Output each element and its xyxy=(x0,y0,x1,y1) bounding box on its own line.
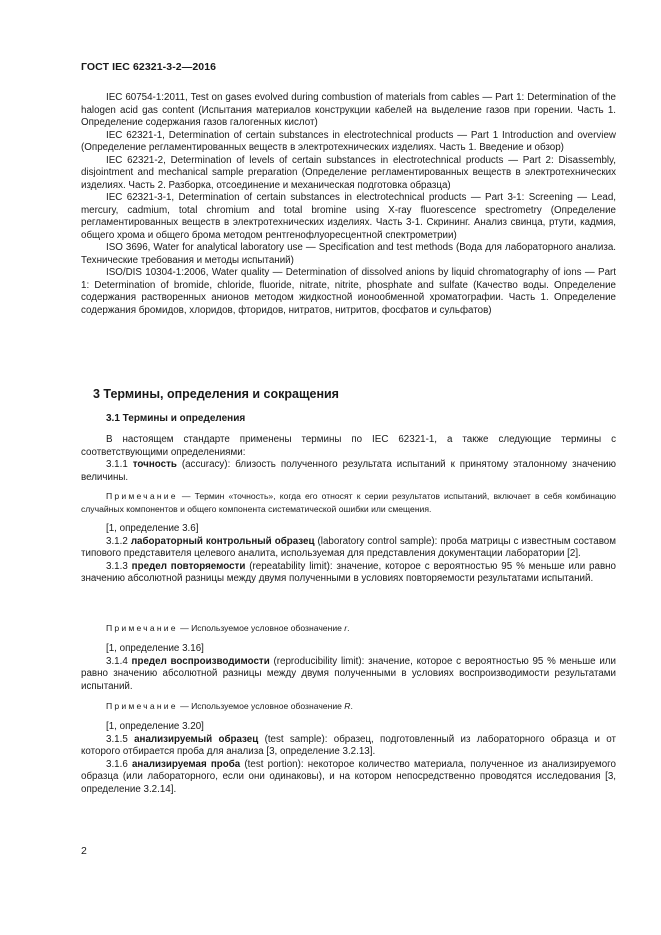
note-label: Примечание xyxy=(106,701,178,711)
term-name: анализируемый образец xyxy=(134,733,259,745)
term-3-1-5 xyxy=(81,734,616,759)
term-3-1-4 xyxy=(81,656,616,694)
terms-group-c xyxy=(81,721,616,796)
term-definition: (test sample): образец, подготовленный из лабораторного образца и от которого отбирается проба для анализа [3, определение 3.2.13]. xyxy=(81,733,616,757)
term-name: предел повторяемости xyxy=(131,560,246,572)
term-3-1-2 xyxy=(81,536,616,561)
note-3-1-4: Примечание — Используемое условное обозначение R. xyxy=(106,701,353,711)
term-source: [1, определение 3.16] xyxy=(106,643,204,654)
normative-references xyxy=(81,92,616,317)
term-number: 3.1.2 xyxy=(106,535,128,547)
reference-item: IEC 62321-3-1, Determination of certain substances in electrotechnical products — Part 3-1: Screening — Lead, mercury, cadmium, total chromium and total bromine using X-ray fluorescence spectrometry (Определение регламентированных веществ в электротехнических изделиях. Часть 3-1. Скрининг. Анализ свинца, ртути, кадмия, общего хрома и общего брома методом рентгенофлуоресцентной спектрометрии) xyxy=(81,192,616,241)
note-text: — Термин «точность», когда его относят к серии результатов испытаний, включает в себя комбинацию случайных компонентов и общего компонента систематической ошибки или смещения. xyxy=(81,491,616,514)
term-name: анализируемая проба xyxy=(131,758,241,770)
note-text: — Используемое условное обозначение xyxy=(180,701,342,711)
section-title: 3 Термины, определения и сокращения xyxy=(93,387,339,401)
note-symbol: R xyxy=(344,701,351,711)
term-number: 3.1.6 xyxy=(106,758,128,770)
note-symbol: r xyxy=(344,623,348,633)
reference-item: IEC 62321-2, Determination of levels of certain substances in electrotechnical products — Part 2: Disassembly, disjointment and mechanical sample preparation (Определение регламентированных веществ в электротехнических изделиях. Часть 2. Разборка, отсоединение и механическая подготовка образца) xyxy=(81,154,616,191)
reference-item: ISO 3696, Water for analytical laboratory use — Specification and test methods (Вода для лабораторного анализа. Технические требования и методы испытаний) xyxy=(81,242,616,266)
term-name: лабораторный контрольный образец xyxy=(130,535,315,547)
term-definition: (repeatability limit): значение, которое с вероятностью 95 % меньше или равно значению абсолютной разницы между двумя полученными в условиях повторяемости результатами испытаний. xyxy=(81,560,617,584)
term-source: [1, определение 3.20] xyxy=(106,721,204,732)
term-number: 3.1.4 xyxy=(106,655,128,667)
terms-group-a xyxy=(81,523,616,586)
term-number: 3.1.1 xyxy=(106,459,128,470)
document-header: ГОСТ IEC 62321-3-2—2016 xyxy=(81,61,217,73)
reference-item: ISO/DIS 10304-1:2006, Water quality — Determination of dissolved anions by liquid chromatography of ions — Part 1: Determination of bromide, chloride, fluoride, nitrate, nitrite, phosphate and sulfate (Качество воды. Определение содержания растворенных анионов методом жидкостной ионообменной хроматографии. Часть 1. Определение содержания бромидов, хлоридов, фторидов, нитратов, нитритов, фосфатов и сульфатов) xyxy=(81,267,616,316)
term-definition: (laboratory control sample): проба матрицы с известным составом типового представителя целевого аналита, используемая для представления документации лаборатории [2]. xyxy=(81,535,616,559)
page-number: 2 xyxy=(81,845,87,857)
note-text: — Используемое условное обозначение xyxy=(180,623,342,633)
terms-intro xyxy=(81,434,616,484)
term-number: 3.1.3 xyxy=(106,560,128,572)
note-label: Примечание xyxy=(106,491,178,501)
term-3-1-6 xyxy=(81,759,616,797)
term-3-1-1 xyxy=(81,459,616,484)
terms-group-b xyxy=(81,643,616,693)
intro-paragraph: В настоящем стандарте применены термины по IEC 62321-1, а также следующие термины с соответствующими определениями: xyxy=(81,434,616,458)
term-3-1-3 xyxy=(81,561,616,586)
term-definition: (reproducibility limit): значение, которое с вероятностью 95 % меньше или равно значению абсолютной разницы между двумя полученными в условиях воспроизводимости результатами испытаний. xyxy=(81,655,616,692)
subsection-title: 3.1 Термины и определения xyxy=(106,413,246,424)
term-source: [1, определение 3.6] xyxy=(106,523,199,534)
term-definition: (test portion): некоторое количество материала, полученное из анализируемого образца (или лабораторного, если они одинаковы), и на котором непосредственно проводятся исследования [3, определение 3.2.14]. xyxy=(81,758,616,795)
term-number: 3.1.5 xyxy=(106,733,128,745)
term-definition: (accuracy): близость полученного результата испытаний к принятому эталонному значению величины. xyxy=(81,459,617,483)
reference-item: IEC 62321-1, Determination of certain substances in electrotechnical products — Part 1 Introduction and overview (Определение регламентированных веществ в электротехнических изделиях. Часть 1. Введение и обзор) xyxy=(81,129,616,153)
note-3-1-1 xyxy=(81,490,616,515)
term-name: предел воспроизводимости xyxy=(131,655,270,667)
note-3-1-3: Примечание — Используемое условное обозначение r. xyxy=(106,623,350,633)
reference-item: IEC 60754-1:2011, Test on gases evolved during combustion of materials from cables — Part 1: Determination of the halogen acid gas content (Испытания материалов конструкции кабелей на выделение газов при горении. Часть 1. Определение содержания газов галогенных кислот) xyxy=(81,92,616,128)
term-name: точность xyxy=(132,459,177,470)
note-label: Примечание xyxy=(106,623,178,633)
